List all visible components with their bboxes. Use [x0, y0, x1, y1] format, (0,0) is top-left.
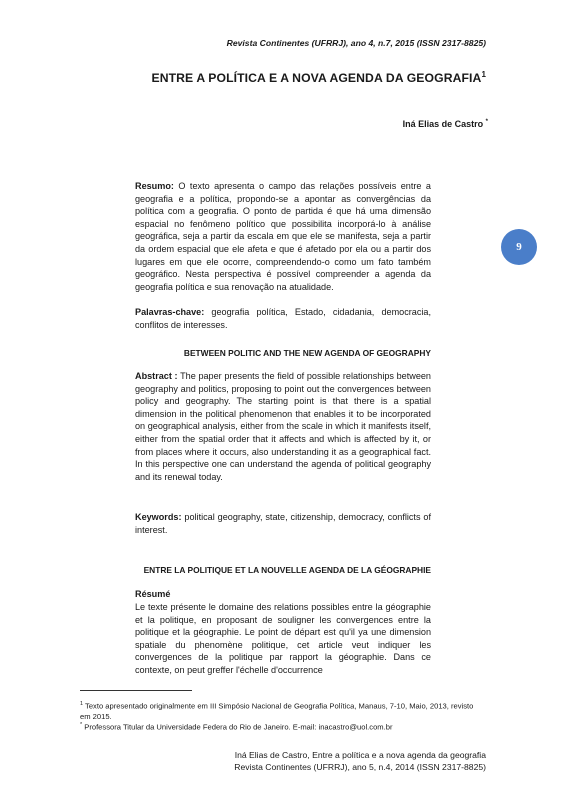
author-mark: * — [485, 119, 488, 125]
french-heading: ENTRE LA POLITIQUE ET LA NOUVELLE AGENDA DE LA GÉOGRAPHIE — [143, 565, 431, 575]
keywords-paragraph — [135, 511, 431, 536]
footnote-2 — [80, 720, 480, 733]
resume-label: Résumé — [135, 589, 171, 599]
abstract-label: Abstract : — [135, 371, 178, 381]
resumo-label: Resumo: — [135, 181, 174, 191]
abstract-paragraph — [135, 370, 431, 483]
author-text: Iná Elias de Castro — [402, 119, 484, 129]
title-footnote-mark: 1 — [481, 70, 486, 79]
page-number-badge: 9 — [501, 229, 537, 265]
abstract-text: The paper presents the field of possible relationships between geography and politics, proposing to point out the convergences between policy and geography. The starting point is that there is a spatial dimension in the political phenomenon that enables it to be incorporated on geographical analysis, either from the scale in which it manifests itself, either from the spatial order that it affects and which is affected by it, or from places where it occurs, also understanding it as a geographical fact. In this perspective one can understand the agenda of political geography and its renewal today. — [135, 371, 431, 482]
palavras-chave-paragraph — [135, 306, 431, 331]
resumo-paragraph — [135, 180, 431, 293]
footnote-2-text: Professora Titular da Universidade Federa do Rio de Janeiro. E-mail: inacastro@uol.com.br — [82, 722, 393, 732]
footer-citation: Iná Elias de Castro, Entre a política e a nova agenda da geografia — [234, 750, 486, 760]
footnote-1 — [80, 699, 480, 722]
footnote-1-mark: 1 — [80, 701, 84, 707]
footnote-separator — [80, 690, 192, 691]
article-title — [60, 70, 486, 85]
palavras-chave-label: Palavras-chave: — [135, 307, 205, 317]
footnote-2-mark: * — [80, 722, 83, 728]
footer-journal: Revista Continentes (UFRRJ), ano 5, n.4, 2014 (ISSN 2317-8825) — [234, 762, 486, 772]
footnote-1-text: Texto apresentado originalmente em III Simpósio Nacional de Geografia Política, Manaus, 7-10, Maio, 2013, revisto em 2015. — [80, 701, 474, 721]
resume-paragraph: Le texte présente le domaine des relations possibles entre la géographie et la politique, en proposant de souligner les convergences entre la politique et la géographie. Le point de départ est qu'il ya une dimension spatiale du phenomène politique, cet article veut indiquer les convergences de la politique par rapport la géographie. Dans ce contexte, on peut greffer l'échelle d'occurrence — [135, 602, 431, 675]
journal-header: Revista Continentes (UFRRJ), ano 4, n.7, 2015 (ISSN 2317-8825) — [226, 38, 486, 48]
keywords-text: political geography, state, citizenship, democracy, conflicts of interest. — [135, 512, 431, 535]
title-text: ENTRE A POLÍTICA E A NOVA AGENDA DA GEOGRAFIA — [151, 71, 482, 86]
keywords-label: Keywords: — [135, 512, 182, 522]
resumo-text: O texto apresenta o campo das relações possíveis entre a geografia e a política, propondo-se a apontar as convergências da política com a geografia. O ponto de partida é que há uma dimensão espacial no fenômeno político que possibilita incorporá-lo à análise geográfica, seja a partir da escala em que ele se manifesta, seja a partir da ordem espacial que ele afeta e que é afetado por ela ou a partir dos lugares em que ele ocorre, compreendendo-o como um fato também geográfico. Nesta perspectiva é possível compreender a agenda da geografia política e sua renovação na atualidade. — [135, 181, 431, 292]
author-name — [60, 119, 488, 129]
english-heading: BETWEEN POLITIC AND THE NEW AGENDA OF GEOGRAPHY — [183, 348, 431, 358]
palavras-chave-text: geografia política, Estado, cidadania, democracia, conflitos de interesses. — [135, 307, 431, 330]
